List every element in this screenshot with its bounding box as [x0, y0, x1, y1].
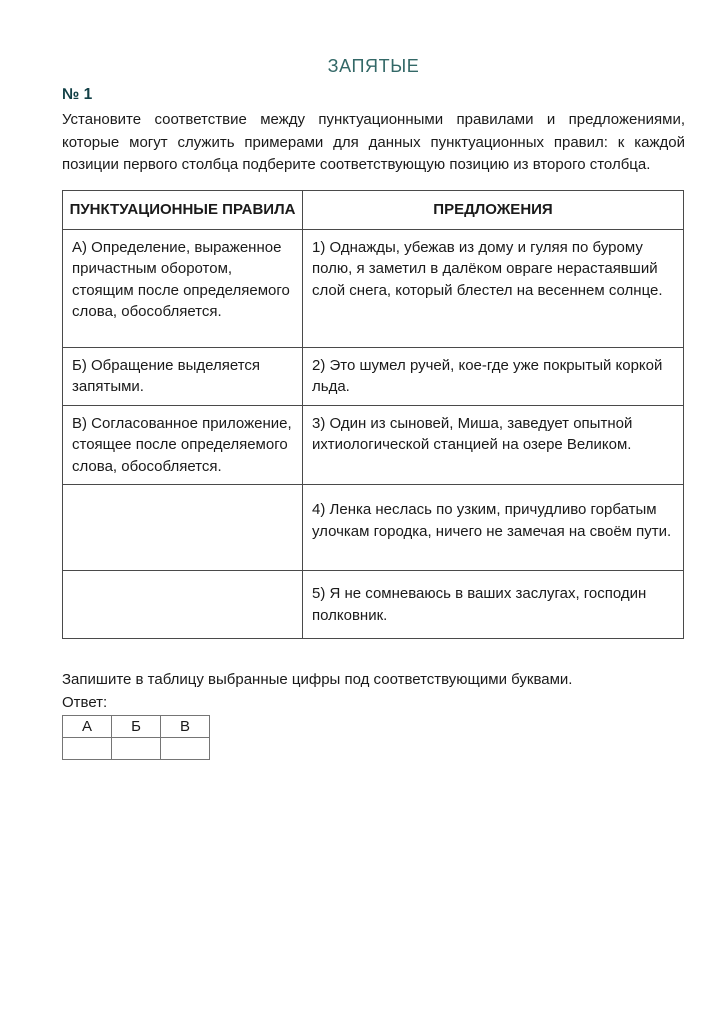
- answer-cell-b: [112, 738, 161, 760]
- document-content: [62, 56, 685, 760]
- answer-cell-a: [63, 738, 112, 760]
- rule-cell-b: Б) Обращение выделяется запятыми.: [63, 347, 303, 405]
- page-title: ЗАПЯТЫЕ: [327, 56, 420, 76]
- rule-cell-a: А) Определение, выраженное причастным оборотом, стоящим после определяемого слова, обособляется.: [63, 229, 303, 347]
- table-row: [63, 405, 684, 485]
- rule-cell-empty-1: [63, 485, 303, 571]
- sentence-cell-2: 2) Это шумел ручей, кое-где уже покрытый коркой льда.: [303, 347, 684, 405]
- answer-header-v: В: [161, 716, 210, 738]
- answer-header-b: Б: [112, 716, 161, 738]
- instruction-text: Установите соответствие между пунктуационными правилами и предложениями, которые могут служить примерами для данных пунктуационных правил: к каждой позиции первого столбца подберите соответствующую позицию из второго столбца.: [62, 111, 685, 173]
- sentence-cell-1: 1) Однажды, убежав из дому и гуляя по бурому полю, я заметил в далёком овраге нерастаявший слой снега, который блестел на весеннем солнце.: [303, 229, 684, 347]
- column-header-sentences: ПРЕДЛОЖЕНИЯ: [303, 190, 684, 229]
- table-row: [63, 229, 684, 347]
- answer-header-a: А: [63, 716, 112, 738]
- match-table: [62, 190, 684, 640]
- sentence-cell-3: 3) Один из сыновей, Миша, заведует опытной ихтиологической станцией на озере Великом.: [303, 405, 684, 485]
- match-table-header-row: [63, 190, 684, 229]
- task-number: № 1: [62, 86, 93, 103]
- answer-label: Ответ:: [62, 694, 108, 711]
- table-row: [63, 485, 684, 571]
- footer-instruction: Запишите в таблицу выбранные цифры под соответствующими буквами.: [62, 671, 573, 688]
- answer-table: [62, 715, 210, 760]
- answer-value-row: [63, 738, 210, 760]
- column-header-rules: ПУНКТУАЦИОННЫЕ ПРАВИЛА: [63, 190, 303, 229]
- sentence-cell-4: 4) Ленка неслась по узким, причудливо горбатым улочкам городка, ничего не замечая на своём пути.: [303, 485, 684, 571]
- table-row: [63, 571, 684, 639]
- rule-cell-empty-2: [63, 571, 303, 639]
- sentence-cell-5: 5) Я не сомневаюсь в ваших заслугах, господин полковник.: [303, 571, 684, 639]
- table-row: [63, 347, 684, 405]
- answer-header-row: [63, 716, 210, 738]
- answer-cell-v: [161, 738, 210, 760]
- rule-cell-v: В) Согласованное приложение, стоящее после определяемого слова, обособляется.: [63, 405, 303, 485]
